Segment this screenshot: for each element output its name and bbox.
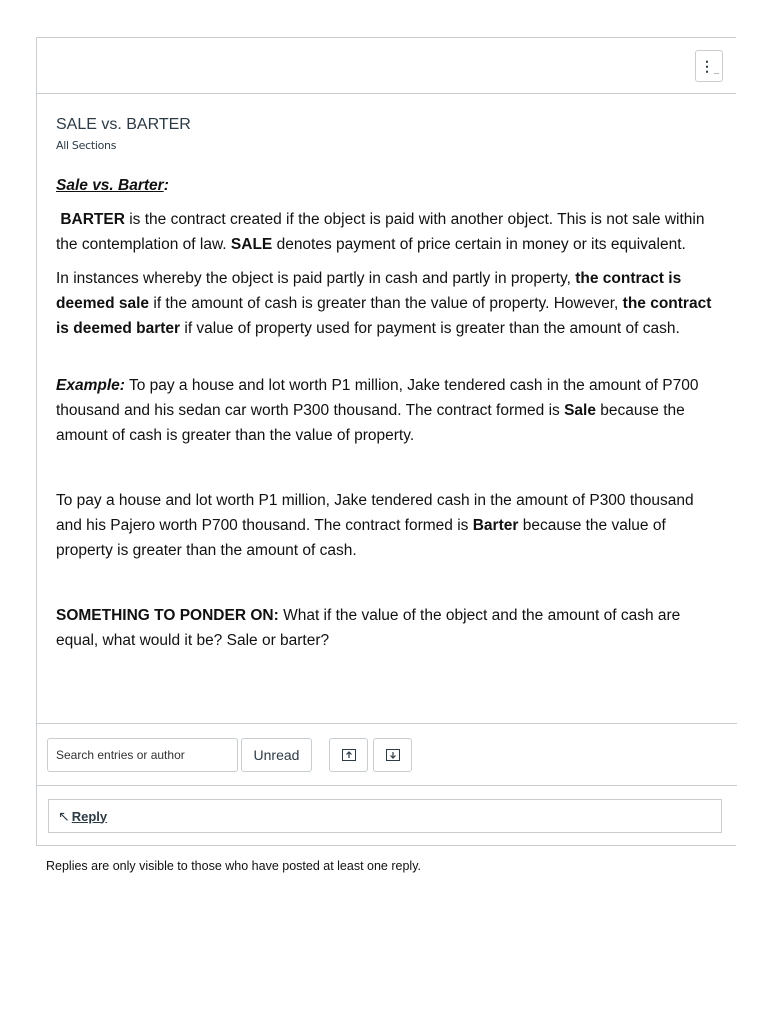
body-paragraph: BARTER is the contract created if the object is paid with another object. This is not sale within the contemplation of law. SALE denotes payment of price certain in money or its equivalent.: [56, 211, 705, 253]
topic-body: [56, 173, 716, 653]
search-input[interactable]: [47, 738, 238, 772]
unread-filter-button[interactable]: Unread: [241, 738, 312, 772]
kebab-menu-icon[interactable]: ⋮ _: [695, 50, 723, 82]
discussion-panel: [36, 37, 736, 846]
reply-label: Reply: [71, 808, 108, 824]
ponder-paragraph: SOMETHING TO PONDER ON: What if the value of the object and the amount of cash are equal, what would it be? Sale or barter?: [56, 607, 681, 649]
topic-content: [37, 94, 736, 653]
reply-button[interactable]: [48, 799, 722, 833]
reply-arrow-icon: ↖: [58, 807, 70, 824]
body-paragraph: In instances whereby the object is paid partly in cash and partly in property, the contract is deemed sale if the amount of cash is greater than the value of property. However, the contract is deemed barter if value of property used for payment is greater than the amount of cash.: [56, 270, 712, 337]
expand-threads-icon[interactable]: [373, 738, 412, 772]
topic-title: SALE vs. BARTER: [56, 116, 191, 133]
body-subheading: Sale vs. Barter:: [56, 177, 169, 194]
discussion-toolbar: [37, 723, 737, 786]
body-paragraph: To pay a house and lot worth P1 million, Jake tendered cash in the amount of P300 thousand and his Pajero worth P700 thousand. The contract formed is Barter because the value of property is greater than the amount of cash.: [56, 492, 694, 559]
example-paragraph: Example: To pay a house and lot worth P1 million, Jake tendered cash in the amount of P700 thousand and his sedan car worth P300 thousand. The contract formed is Sale because the amount of cash is greater than the value of property.: [56, 377, 699, 444]
collapse-threads-icon[interactable]: [329, 738, 368, 772]
sections-label: All Sections: [56, 139, 117, 152]
replies-visibility-notice: Replies are only visible to those who have posted at least one reply.: [46, 859, 421, 873]
topic-header-bar: [37, 38, 736, 94]
